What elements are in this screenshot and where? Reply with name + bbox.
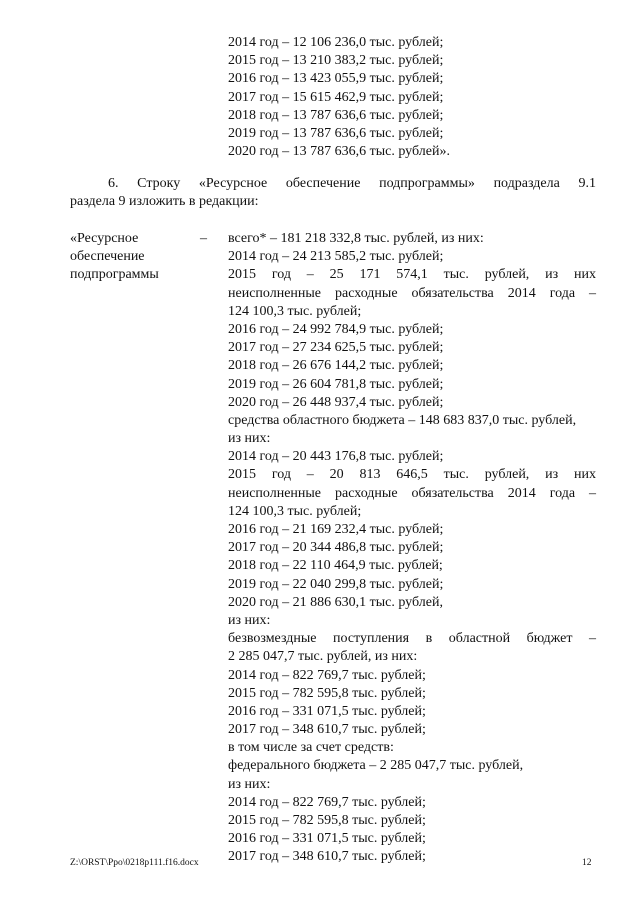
content-line: 2020 год – 21 886 630,1 тыс. рублей,: [228, 594, 443, 610]
content-line: 2 285 047,7 тыс. рублей, из них:: [228, 649, 418, 665]
content-line: 2014 год – 24 213 585,2 тыс. рублей;: [228, 249, 444, 265]
content-line: 2016 год – 331 071,5 тыс. рублей;: [228, 703, 426, 719]
amendment-paragraph: [70, 175, 596, 211]
footer-file-path: Z:\ORST\Ppo\0218p111.f16.docx: [70, 858, 199, 868]
content-line: 2019 год – 22 040 299,8 тыс. рублей;: [228, 576, 444, 592]
content-line: 2015 год – 782 595,8 тыс. рублей;: [228, 813, 426, 828]
content-line: 2016 год – 331 071,5 тыс. рублей;: [228, 831, 426, 847]
content-line: 124 100,3 тыс. рублей;: [228, 503, 362, 519]
table-label-cell: [70, 230, 200, 285]
paragraph-line: раздела 9 изложить в редакции:: [70, 194, 259, 210]
content-line: безвозмездные поступления в областной бюджет –: [228, 631, 596, 647]
content-line: 2016 год – 24 992 784,9 тыс. рублей;: [228, 321, 444, 337]
content-line: всего* – 181 218 332,8 тыс. рублей, из них:: [228, 231, 484, 246]
label-line: подпрограммы: [70, 267, 159, 283]
content-line: 124 100,3 тыс. рублей;: [228, 303, 362, 319]
content-line: 2017 год – 20 344 486,8 тыс. рублей;: [228, 540, 444, 556]
top-line: 2014 год – 12 106 236,0 тыс. рублей;: [228, 35, 444, 50]
content-line: 2017 год – 348 610,7 тыс. рублей;: [228, 722, 426, 738]
paragraph-line: 6. Строку «Ресурсное обеспечение подпрограммы» подраздела 9.1: [108, 176, 596, 191]
content-line: из них:: [228, 612, 271, 628]
top-year-list: [228, 34, 568, 161]
content-line: из них:: [228, 431, 271, 447]
content-line: 2017 год – 348 610,7 тыс. рублей;: [228, 849, 426, 865]
content-line: 2020 год – 26 448 937,4 тыс. рублей;: [228, 394, 444, 410]
content-line: неисполненные расходные обязательства 2014 года –: [228, 485, 596, 501]
content-line: 2015 год – 25 171 574,1 тыс. рублей, из них: [228, 267, 596, 283]
content-line: 2015 год – 782 595,8 тыс. рублей;: [228, 685, 426, 701]
top-line: 2015 год – 13 210 383,2 тыс. рублей;: [228, 53, 444, 69]
top-line: 2020 год – 13 787 636,6 тыс. рублей».: [228, 144, 450, 160]
top-line: 2019 год – 13 787 636,6 тыс. рублей;: [228, 125, 444, 141]
top-line: 2018 год – 13 787 636,6 тыс. рублей;: [228, 107, 444, 123]
content-line: 2016 год – 21 169 232,4 тыс. рублей;: [228, 522, 444, 537]
content-line: в том числе за счет средств:: [228, 740, 394, 756]
top-line: 2017 год – 15 615 462,9 тыс. рублей;: [228, 89, 444, 105]
label-line: «Ресурсное: [70, 231, 139, 246]
content-line: 2019 год – 26 604 781,8 тыс. рублей;: [228, 376, 444, 392]
content-line: федерального бюджета – 2 285 047,7 тыс. рублей,: [228, 758, 524, 774]
content-line: неисполненные расходные обязательства 2014 года –: [228, 285, 596, 301]
top-line: 2016 год – 13 423 055,9 тыс. рублей;: [228, 71, 444, 87]
table-content-cell: [228, 230, 596, 867]
table-dash: –: [200, 231, 207, 246]
content-line: 2014 год – 20 443 176,8 тыс. рублей;: [228, 449, 444, 465]
content-line: 2014 год – 822 769,7 тыс. рублей;: [228, 667, 426, 683]
footer-page-number: 12: [582, 858, 592, 868]
content-line: 2017 год – 27 234 625,5 тыс. рублей;: [228, 340, 444, 356]
content-line: из них:: [228, 776, 271, 792]
content-line: 2018 год – 22 110 464,9 тыс. рублей;: [228, 558, 443, 574]
content-line: 2014 год – 822 769,7 тыс. рублей;: [228, 794, 426, 810]
content-line: 2018 год – 26 676 144,2 тыс. рублей;: [228, 358, 444, 374]
label-line: обеспечение: [70, 249, 145, 265]
content-line: средства областного бюджета – 148 683 837,0 тыс. рублей,: [228, 412, 577, 428]
content-line: 2015 год – 20 813 646,5 тыс. рублей, из них: [228, 467, 596, 483]
